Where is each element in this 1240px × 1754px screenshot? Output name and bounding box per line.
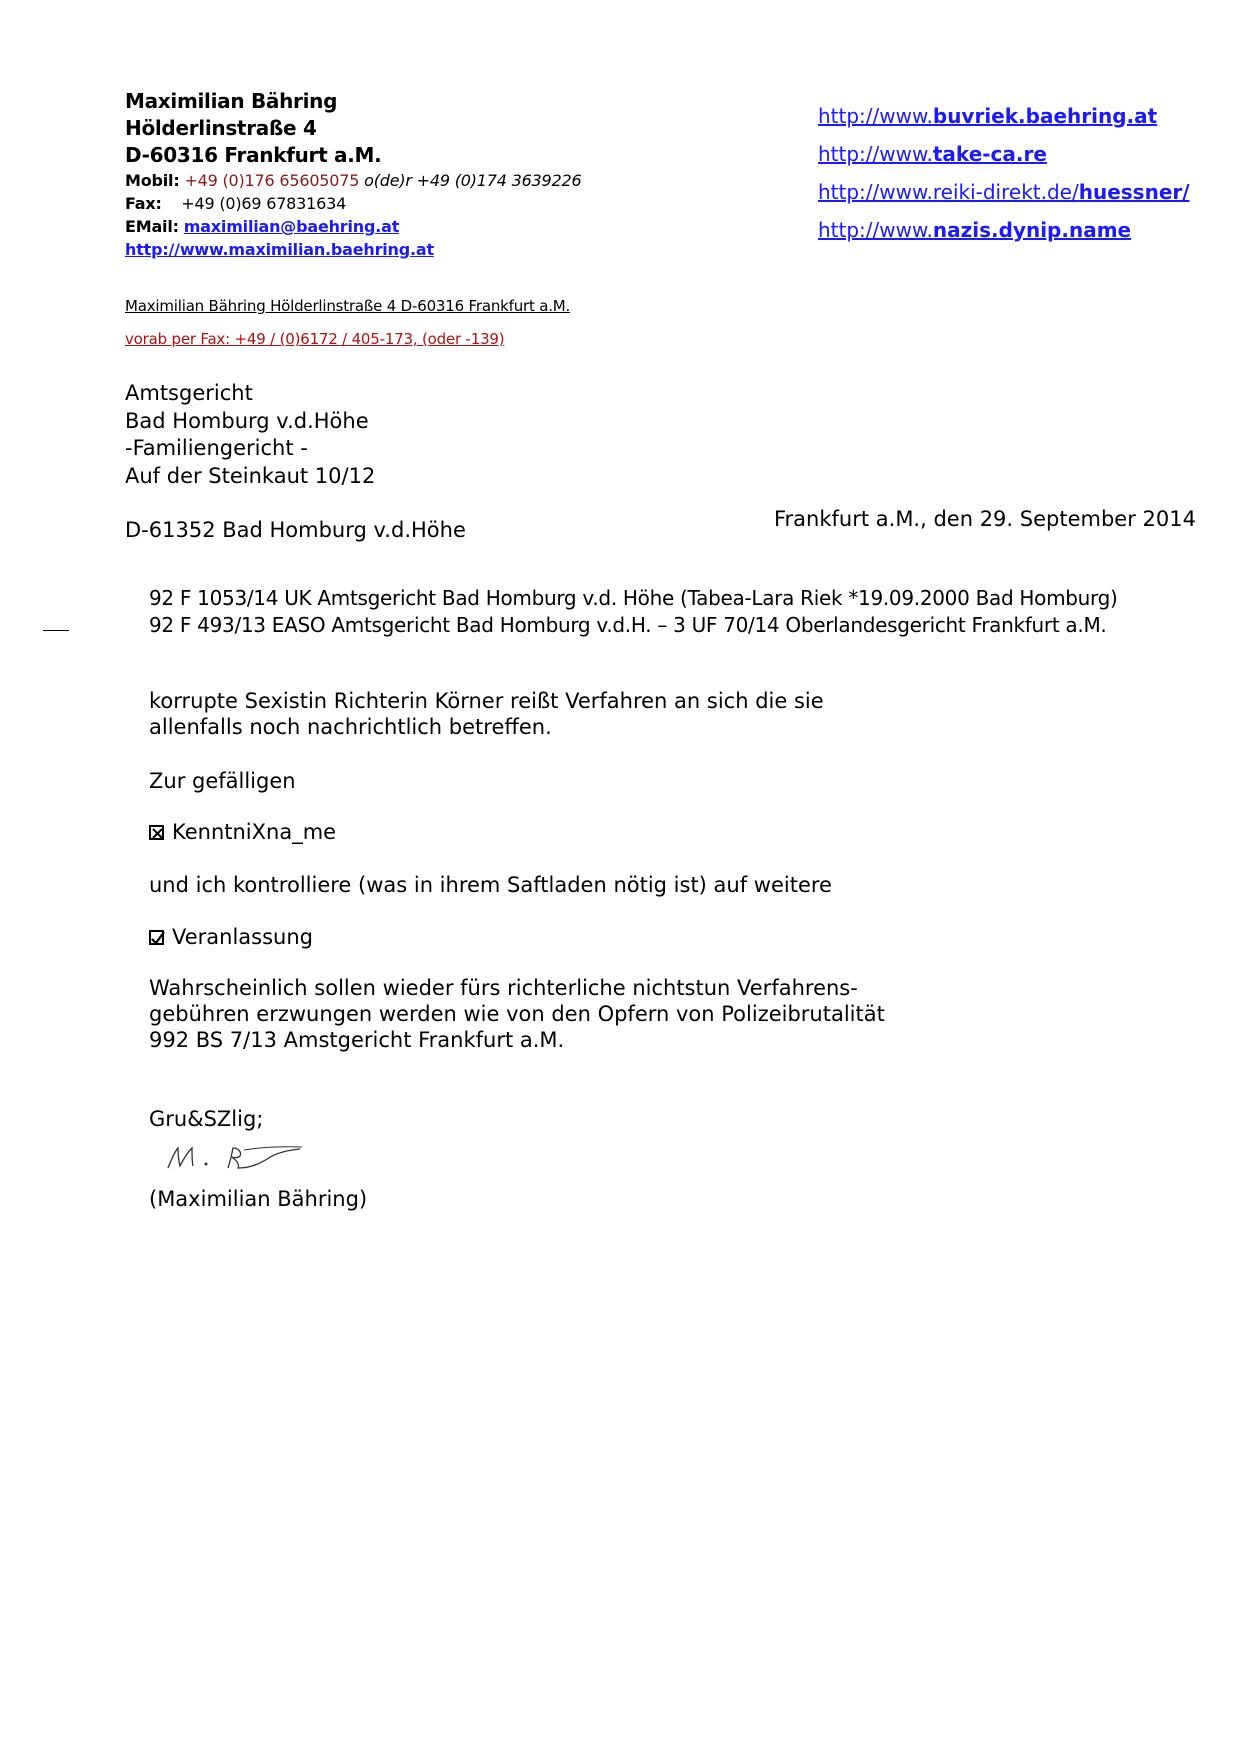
- date-line: Frankfurt a.M., den 29. September 2014: [774, 507, 1196, 531]
- sender-mobile-line: [125, 169, 581, 192]
- recipient-line-3: -Familiengericht -: [125, 436, 308, 460]
- checkbox-checked-icon: [149, 930, 164, 945]
- sender-email-line: [125, 215, 581, 238]
- paragraph-3-line-3: 992 BS 7/13 Amstgericht Frankfurt a.M.: [149, 1028, 565, 1052]
- oder-text: o(de)r: [364, 171, 412, 190]
- paragraph-1-line-2: allenfalls noch nachrichtlich betreffen.: [149, 715, 552, 739]
- checkbox-kenntnisnahme-row: [149, 820, 336, 844]
- weblink-1[interactable]: [818, 97, 1190, 135]
- sender-block: [125, 88, 581, 261]
- checkbox-kenntnisnahme-label: KenntniXna_me: [172, 820, 337, 844]
- closing: Gru&SZlig;: [149, 1107, 264, 1131]
- paragraph-3-line-1: Wahrscheinlich sollen wieder fürs richterliche nichtstun Verfahrens-: [149, 976, 858, 1000]
- fax-label: Fax:: [125, 194, 162, 213]
- checkbox-crossed-icon: [149, 825, 164, 840]
- weblink-3[interactable]: [818, 173, 1190, 211]
- paragraph-1: [149, 688, 824, 740]
- email-label: EMail:: [125, 217, 179, 236]
- zur-gefaelligen: Zur gefälligen: [149, 769, 296, 793]
- reference-block: [149, 585, 1118, 639]
- paragraph-1-line-1: korrupte Sexistin Richterin Körner reißt Verfahren an sich die sie: [149, 689, 824, 713]
- weblink-4[interactable]: [818, 211, 1190, 249]
- recipient-line-2: Bad Homburg v.d.Höhe: [125, 408, 369, 433]
- reference-line-1: 92 F 1053/14 UK Amtsgericht Bad Homburg v.d. Höhe (Tabea-Lara Riek *19.09.2000 Bad Homburg): [149, 586, 1118, 610]
- reference-line-2: 92 F 493/13 EASO Amtsgericht Bad Homburg v.d.H. – 3 UF 70/14 Oberlandesgericht Frankfurt a.M.: [149, 613, 1107, 637]
- weblink-3-prefix: http://www.reiki-direkt.de/: [818, 180, 1079, 204]
- website-link[interactable]: http://www.maximilian.baehring.at: [125, 240, 434, 259]
- recipient-line-1: Amtsgericht: [125, 381, 253, 405]
- mobil-label: Mobil:: [125, 171, 180, 190]
- recipient-block: [125, 380, 375, 490]
- weblink-2[interactable]: [818, 135, 1190, 173]
- checkbox-veranlassung-label: Veranlassung: [172, 925, 314, 949]
- paragraph-3: [149, 975, 885, 1053]
- weblink-4-prefix: http://www.: [818, 218, 933, 242]
- weblink-3-bold: huessner/: [1078, 180, 1190, 204]
- mobil-number-2: +49 (0)174 3639226: [416, 171, 582, 190]
- weblink-2-prefix: http://www.: [818, 142, 933, 166]
- signature-name: (Maximilian Bähring): [149, 1187, 368, 1211]
- mobil-number-1: +49 (0)176 65605075: [184, 171, 360, 190]
- sender-fax-line: [125, 192, 581, 215]
- handwritten-signature: [160, 1144, 310, 1178]
- email-link[interactable]: maximilian@baehring.at: [183, 217, 400, 236]
- weblink-1-prefix: http://www.: [818, 104, 933, 128]
- weblinks-list: [818, 97, 1190, 249]
- sender-city: D-60316 Frankfurt a.M.: [125, 143, 382, 167]
- weblink-4-bold: nazis.dynip.name: [932, 218, 1132, 242]
- fold-mark: [43, 630, 69, 631]
- return-address: Maximilian Bähring Hölderlinstraße 4 D-60316 Frankfurt a.M.: [125, 297, 571, 315]
- sender-name: Maximilian Bähring: [125, 89, 338, 113]
- recipient-city: D-61352 Bad Homburg v.d.Höhe: [125, 518, 466, 542]
- fax-note: vorab per Fax: +49 / (0)6172 / 405-173, (oder -139): [125, 330, 505, 348]
- weblink-2-bold: take-ca.re: [932, 142, 1047, 166]
- paragraph-2: und ich kontrolliere (was in ihrem Saftladen nötig ist) auf weitere: [149, 873, 832, 897]
- recipient-line-4: Auf der Steinkaut 10/12: [125, 463, 376, 488]
- sender-street: Hölderlinstraße 4: [125, 116, 317, 140]
- sender-website-line: [125, 238, 581, 261]
- checkbox-veranlassung-row: [149, 925, 313, 949]
- paragraph-3-line-2: gebühren erzwungen werden wie von den Opfern von Polizeibrutalität: [149, 1002, 885, 1026]
- fax-number: +49 (0)69 67831634: [181, 194, 347, 213]
- weblink-1-bold: buvriek.baehring.at: [932, 104, 1158, 128]
